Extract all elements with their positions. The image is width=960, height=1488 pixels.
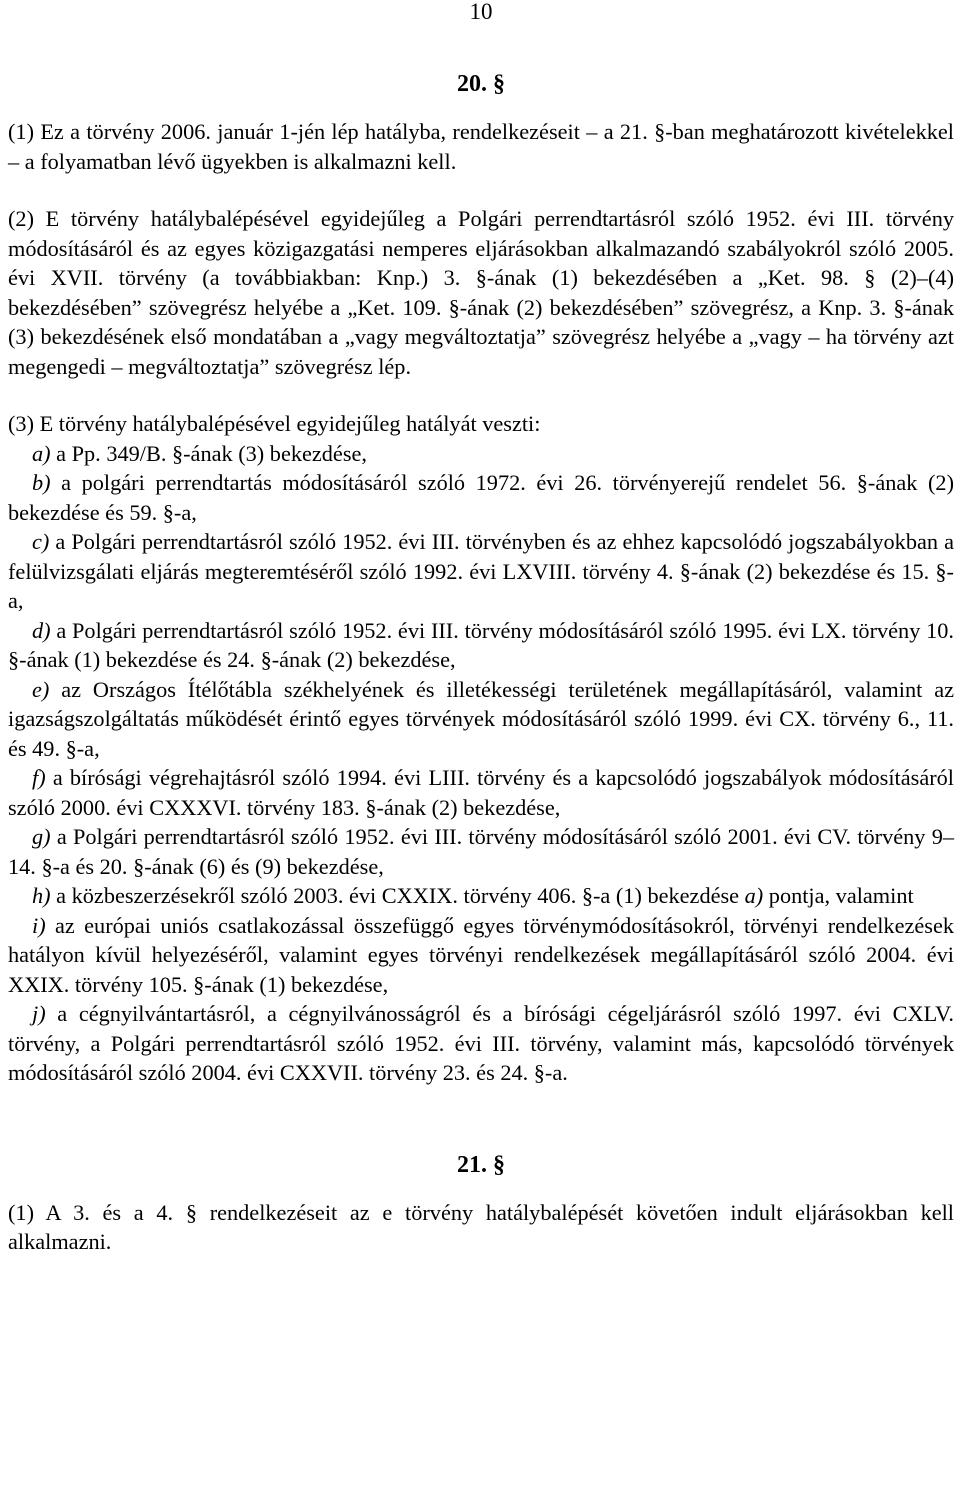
item-label: b) <box>32 470 51 495</box>
repeal-item-e <box>8 675 954 764</box>
page-number: 10 <box>469 0 493 24</box>
item-text: a Polgári perrendtartásról szóló 1952. évi III. törvény módosításáról szóló 1995. évi LX. törvény 10. §-ának (1) bekezdése és 24. §-ának (2) bekezdése, <box>8 617 954 672</box>
item-text: a Polgári perrendtartásról szóló 1952. évi III. törvényben és az ehhez kapcsolódó jogszabályokban a felülvizsgálati eljárás megteremtéséről szóló 1992. évi LXVIII. törvény 4. §-ának (2) bekezdése és 15. §-a, <box>8 529 954 613</box>
section-20-paragraph-3-intro: (3) E törvény hatálybalépésével egyidejűleg hatályát veszti: <box>8 411 541 436</box>
item-text: az európai uniós csatlakozással összefüggő egyes törvénymódosításokról, törvényi rendelkezések hatályon kívül helyezéséről, valamint egyes törvényi rendelkezések megállapításáról szóló 2004. évi XXIX. törvény 105. §-ának (1) bekezdése, <box>8 912 954 997</box>
section-21-heading: 21. § <box>457 1151 505 1178</box>
item-label: f) <box>32 765 46 790</box>
repeal-item-d <box>8 616 954 675</box>
repeal-item-a <box>8 439 954 469</box>
item-text-continued: pontja, valamint <box>763 883 914 908</box>
section-20-paragraph-1: (1) Ez a törvény 2006. január 1-jén lép hatályba, rendelkezéseit – a 21. §-ban meghatározott kivételekkel – a folyamatban lévő ügyekben is alkalmazni kell. <box>8 119 954 174</box>
item-text: a közbeszerzésekről szóló 2003. évi CXXIX. törvény 406. §-a (1) bekezdése <box>50 883 745 908</box>
item-text: a cégnyilvántartásról, a cégnyilvánosságról és a bírósági cégeljárásról szóló 1997. évi CXLV. törvény, a Polgári perrendtartásról szóló 1952. évi III. törvény, valamint más, kapcsolódó törvények módosításáról szóló 2004. évi CXXVII. törvény 23. és 24. §-a. <box>8 1001 954 1085</box>
item-text: az Országos Ítélőtábla székhelyének és illetékességi területének megállapításáról, valamint az igazságszolgáltatás működését érintő egyes törvények módosításáról szóló 1999. évi CX. törvény 6., 11. és 49. §-a, <box>8 676 954 761</box>
repeal-list <box>8 439 954 1088</box>
repeal-item-g <box>8 822 954 881</box>
item-text: a Pp. 349/B. §-ának (3) bekezdése, <box>50 440 367 466</box>
item-text: a polgári perrendtartás módosításáról szóló 1972. évi 26. törvényerejű rendelet 56. §-ának (2) bekezdése és 59. §-a, <box>8 470 954 525</box>
repeal-item-b <box>8 468 954 527</box>
item-text: a Polgári perrendtartásról szóló 1952. évi III. törvény módosításáról szóló 2001. évi CV. törvény 9–14. §-a és 20. §-ának (6) és (9) bekezdése, <box>8 824 954 879</box>
repeal-item-f <box>8 763 954 822</box>
item-label: d) <box>32 617 51 643</box>
section-20-heading: 20. § <box>457 71 505 97</box>
repeal-item-j <box>8 999 954 1088</box>
repeal-item-h <box>8 881 954 911</box>
repeal-item-c <box>8 527 954 616</box>
item-text: a bírósági végrehajtásról szóló 1994. évi LIII. törvény és a kapcsolódó jogszabályok módosításáról szóló 2000. évi CXXXVI. törvény 183. §-ának (2) bekezdése, <box>8 765 954 820</box>
item-label: e) <box>32 676 50 702</box>
section-20-paragraph-2: (2) E törvény hatálybalépésével egyidejűleg a Polgári perrendtartásról szóló 1952. évi III. törvény módosításáról és az egyes közigazgatási nemperes eljárásokban alkalmazandó szabályokról szóló 2005. évi XVII. törvény (a továbbiakban: Knp.) 3. §-ának (1) bekezdésében a „Ket. 98. § (2)–(4) bekezdésében” szövegrész helyébe a „Ket. 109. §-ának (2) bekezdésében” szövegrész, a Knp. 3. §-ának (3) bekezdésének első mondatában a „vagy megváltoztatja” szövegrész helyébe a „vagy – ha törvény azt megengedi – megváltoztatja” szövegrész lép. <box>8 206 954 379</box>
item-label: g) <box>32 824 51 849</box>
item-label: c) <box>32 529 50 554</box>
item-sublabel: a) <box>744 883 764 908</box>
item-label: i) <box>32 912 46 938</box>
item-label: h) <box>32 883 51 908</box>
repeal-item-i <box>8 911 954 1000</box>
item-label: j) <box>32 1001 46 1026</box>
item-label: a) <box>32 440 51 466</box>
section-21-paragraph-1: (1) A 3. és a 4. § rendelkezéseit az e törvény hatálybalépését követően indult eljárásokban kell alkalmazni. <box>8 1199 954 1254</box>
document-page <box>8 0 954 1257</box>
